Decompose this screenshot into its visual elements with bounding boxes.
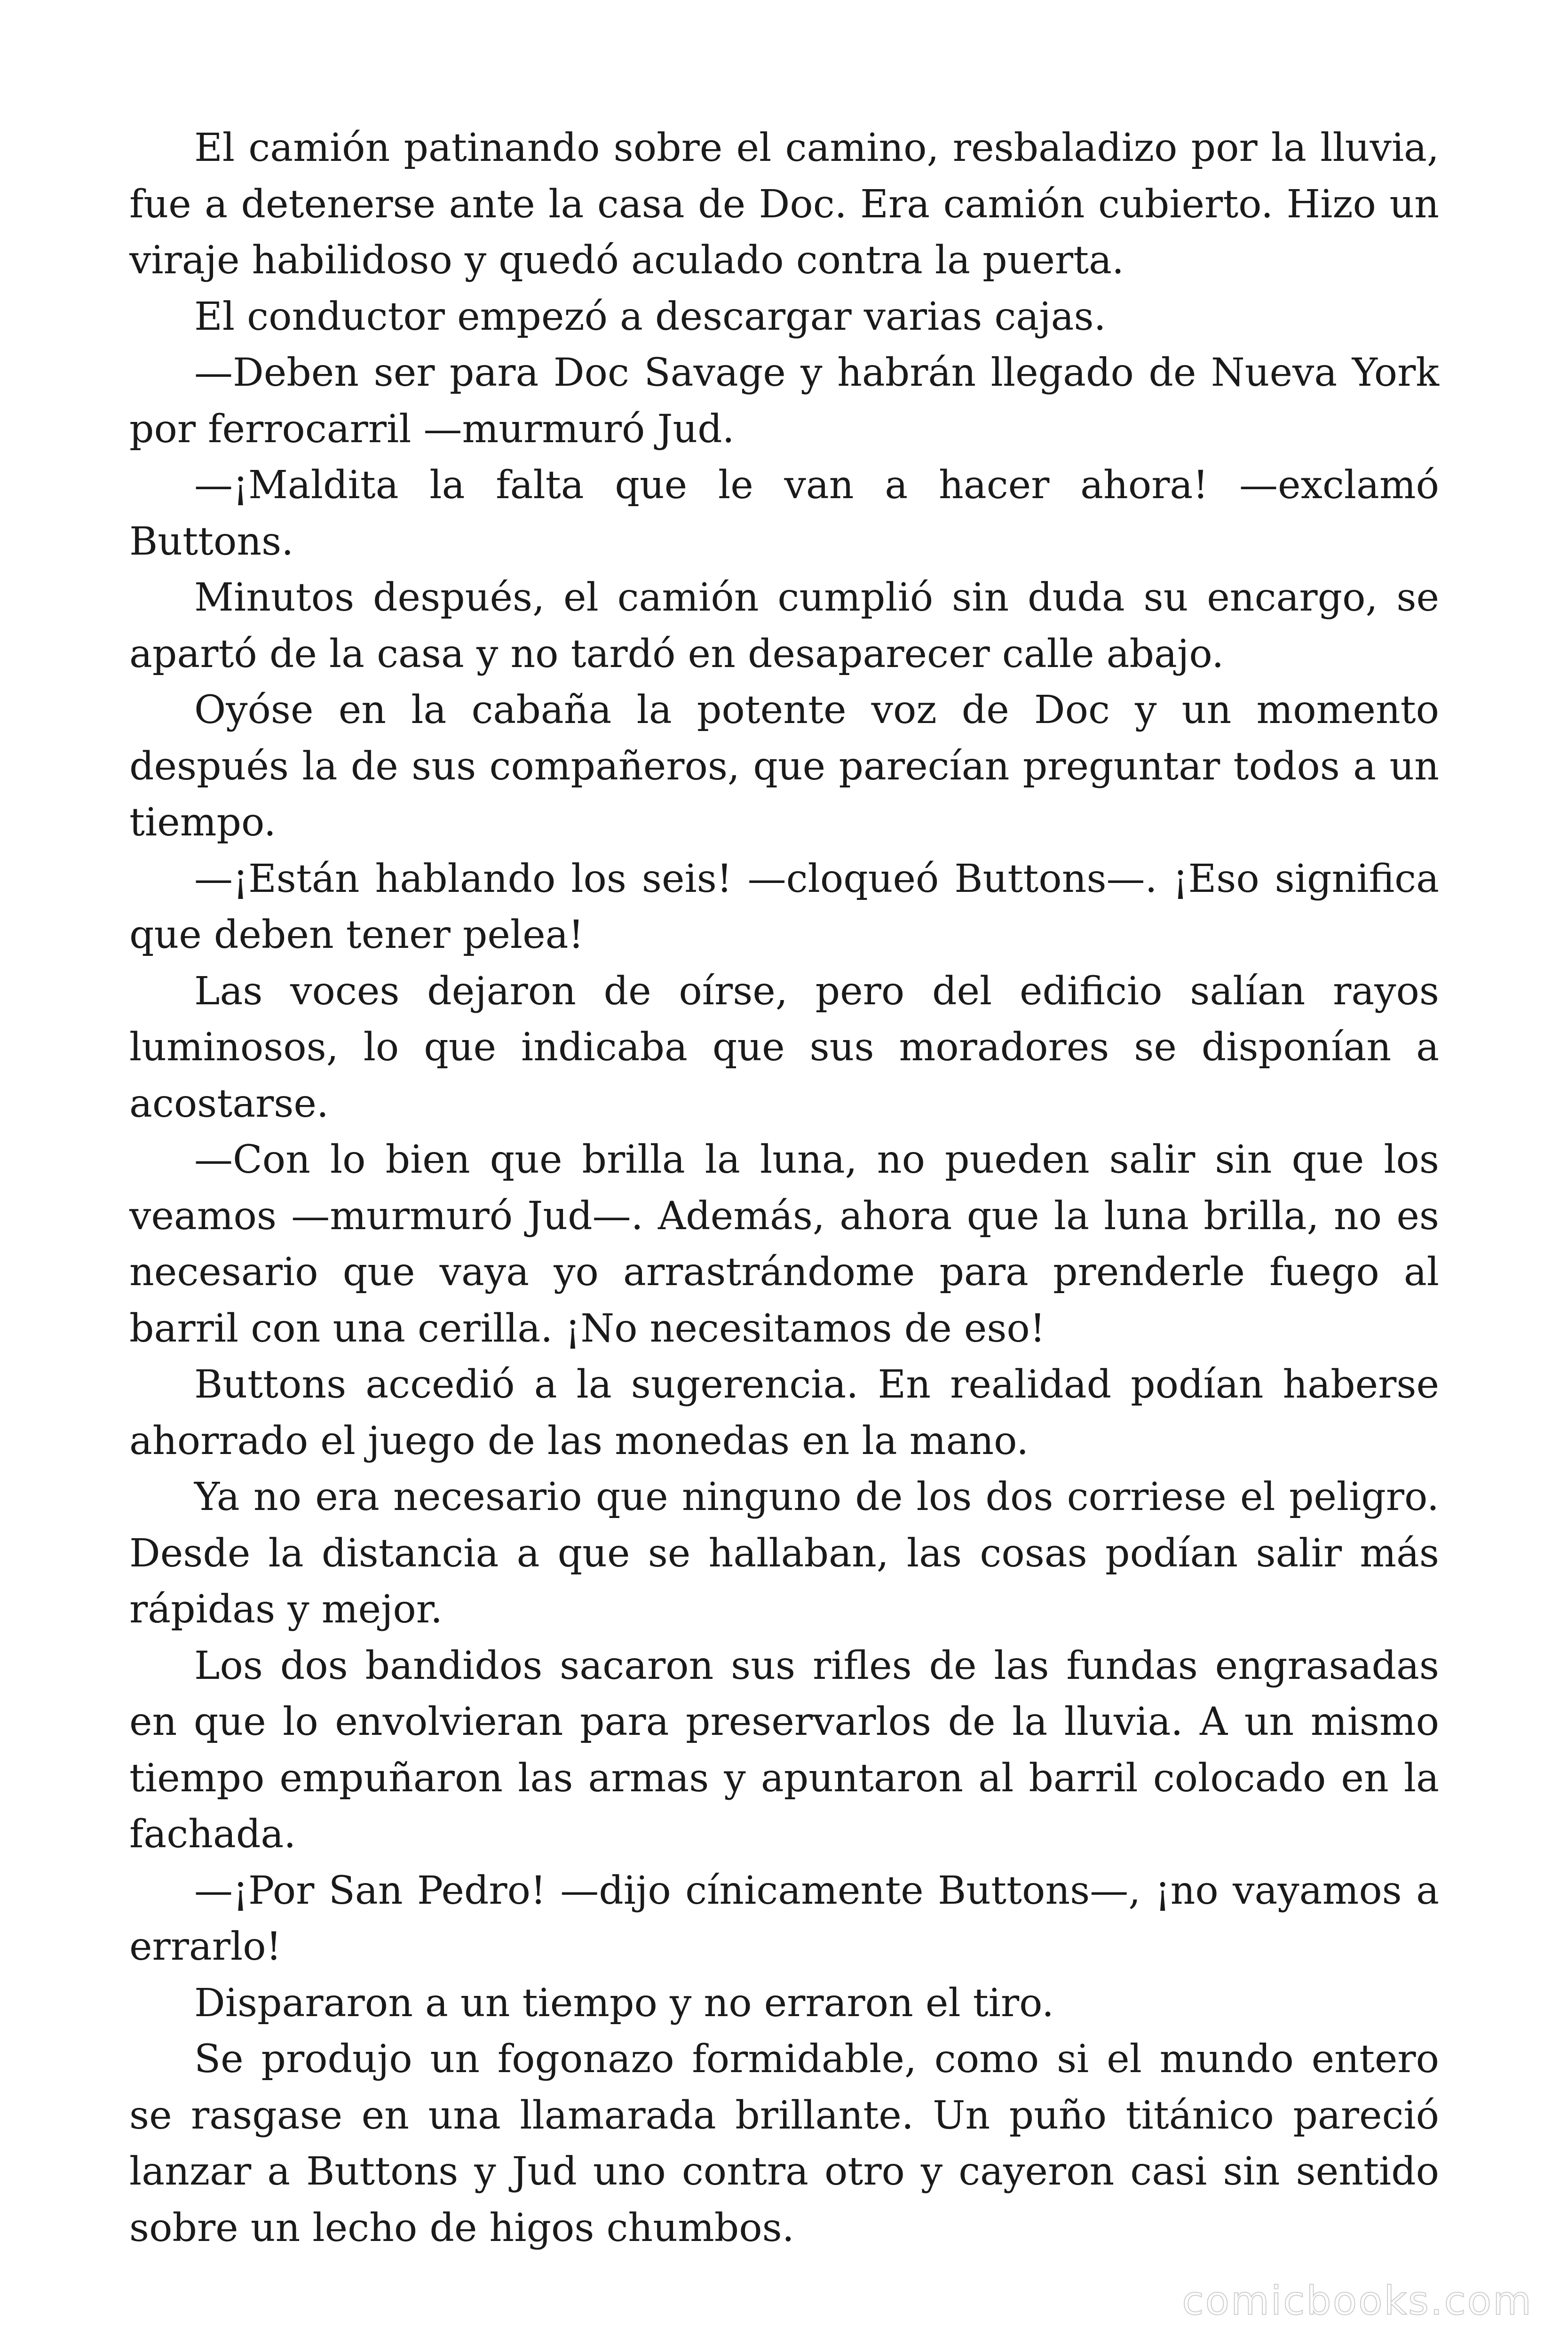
paragraph: Las voces dejaron de oírse, pero del edificio salían rayos luminosos, lo que indicaba que sus moradores se disponían a acostarse. (129, 969, 1439, 1126)
paragraph: El conductor empezó a descargar varias cajas. (194, 294, 1106, 339)
paragraph: —Deben ser para Doc Savage y habrán llegado de Nueva York por ferrocarril —murmuró Jud. (129, 350, 1439, 452)
body-text (129, 120, 1439, 2256)
paragraph: El camión patinando sobre el camino, resbaladizo por la lluvia, fue a detenerse ante la casa de Doc. Era camión cubierto. Hizo un viraje habilidoso y quedó aculado contra la puerta. (129, 126, 1439, 283)
paragraph: —Con lo bien que brilla la luna, no pueden salir sin que los veamos —murmuró Jud—. Además, ahora que la luna brilla, no es necesario que vaya yo arrastrándome para prenderle fuego al barril con una cerilla. ¡No necesitamos de eso! (129, 1137, 1439, 1351)
paragraph: Dispararon a un tiempo y no erraron el tiro. (194, 1980, 1054, 2026)
watermark: comicbooks.com (1182, 2278, 1533, 2324)
paragraph: Minutos después, el camión cumplió sin duda su encargo, se apartó de la casa y no tardó en desaparecer calle abajo. (129, 575, 1439, 676)
paragraph: —¡Maldita la falta que le van a hacer ahora! —exclamó Buttons. (129, 463, 1439, 564)
paragraph: Los dos bandidos sacaron sus rifles de las fundas engrasadas en que lo envolvieran para preservarlos de la lluvia. A un mismo tiempo empuñaron las armas y apuntaron al barril colocado en la fachada. (129, 1643, 1439, 1857)
paragraph: Ya no era necesario que ninguno de los dos corriese el peligro. Desde la distancia a que se hallaban, las cosas podían salir más rápidas y mejor. (129, 1475, 1439, 1632)
paragraph: Se produjo un fogonazo formidable, como si el mundo entero se rasgase en una llamarada brillante. Un puño titánico pareció lanzar a Buttons y Jud uno contra otro y cayeron casi sin sentido sobre un lecho de higos chumbos. (129, 2037, 1439, 2250)
paragraph: Oyóse en la cabaña la potente voz de Doc y un momento después la de sus compañeros, que parecían preguntar todos a un tiempo. (129, 688, 1439, 845)
paragraph: Buttons accedió a la sugerencia. En realidad podían haberse ahorrado el juego de las monedas en la mano. (129, 1362, 1439, 1463)
paragraph: —¡Están hablando los seis! —cloqueó Buttons—. ¡Eso significa que deben tener pelea! (129, 856, 1439, 957)
paragraph: —¡Por San Pedro! —dijo cínicamente Buttons—, ¡no vayamos a errarlo! (129, 1868, 1439, 1969)
